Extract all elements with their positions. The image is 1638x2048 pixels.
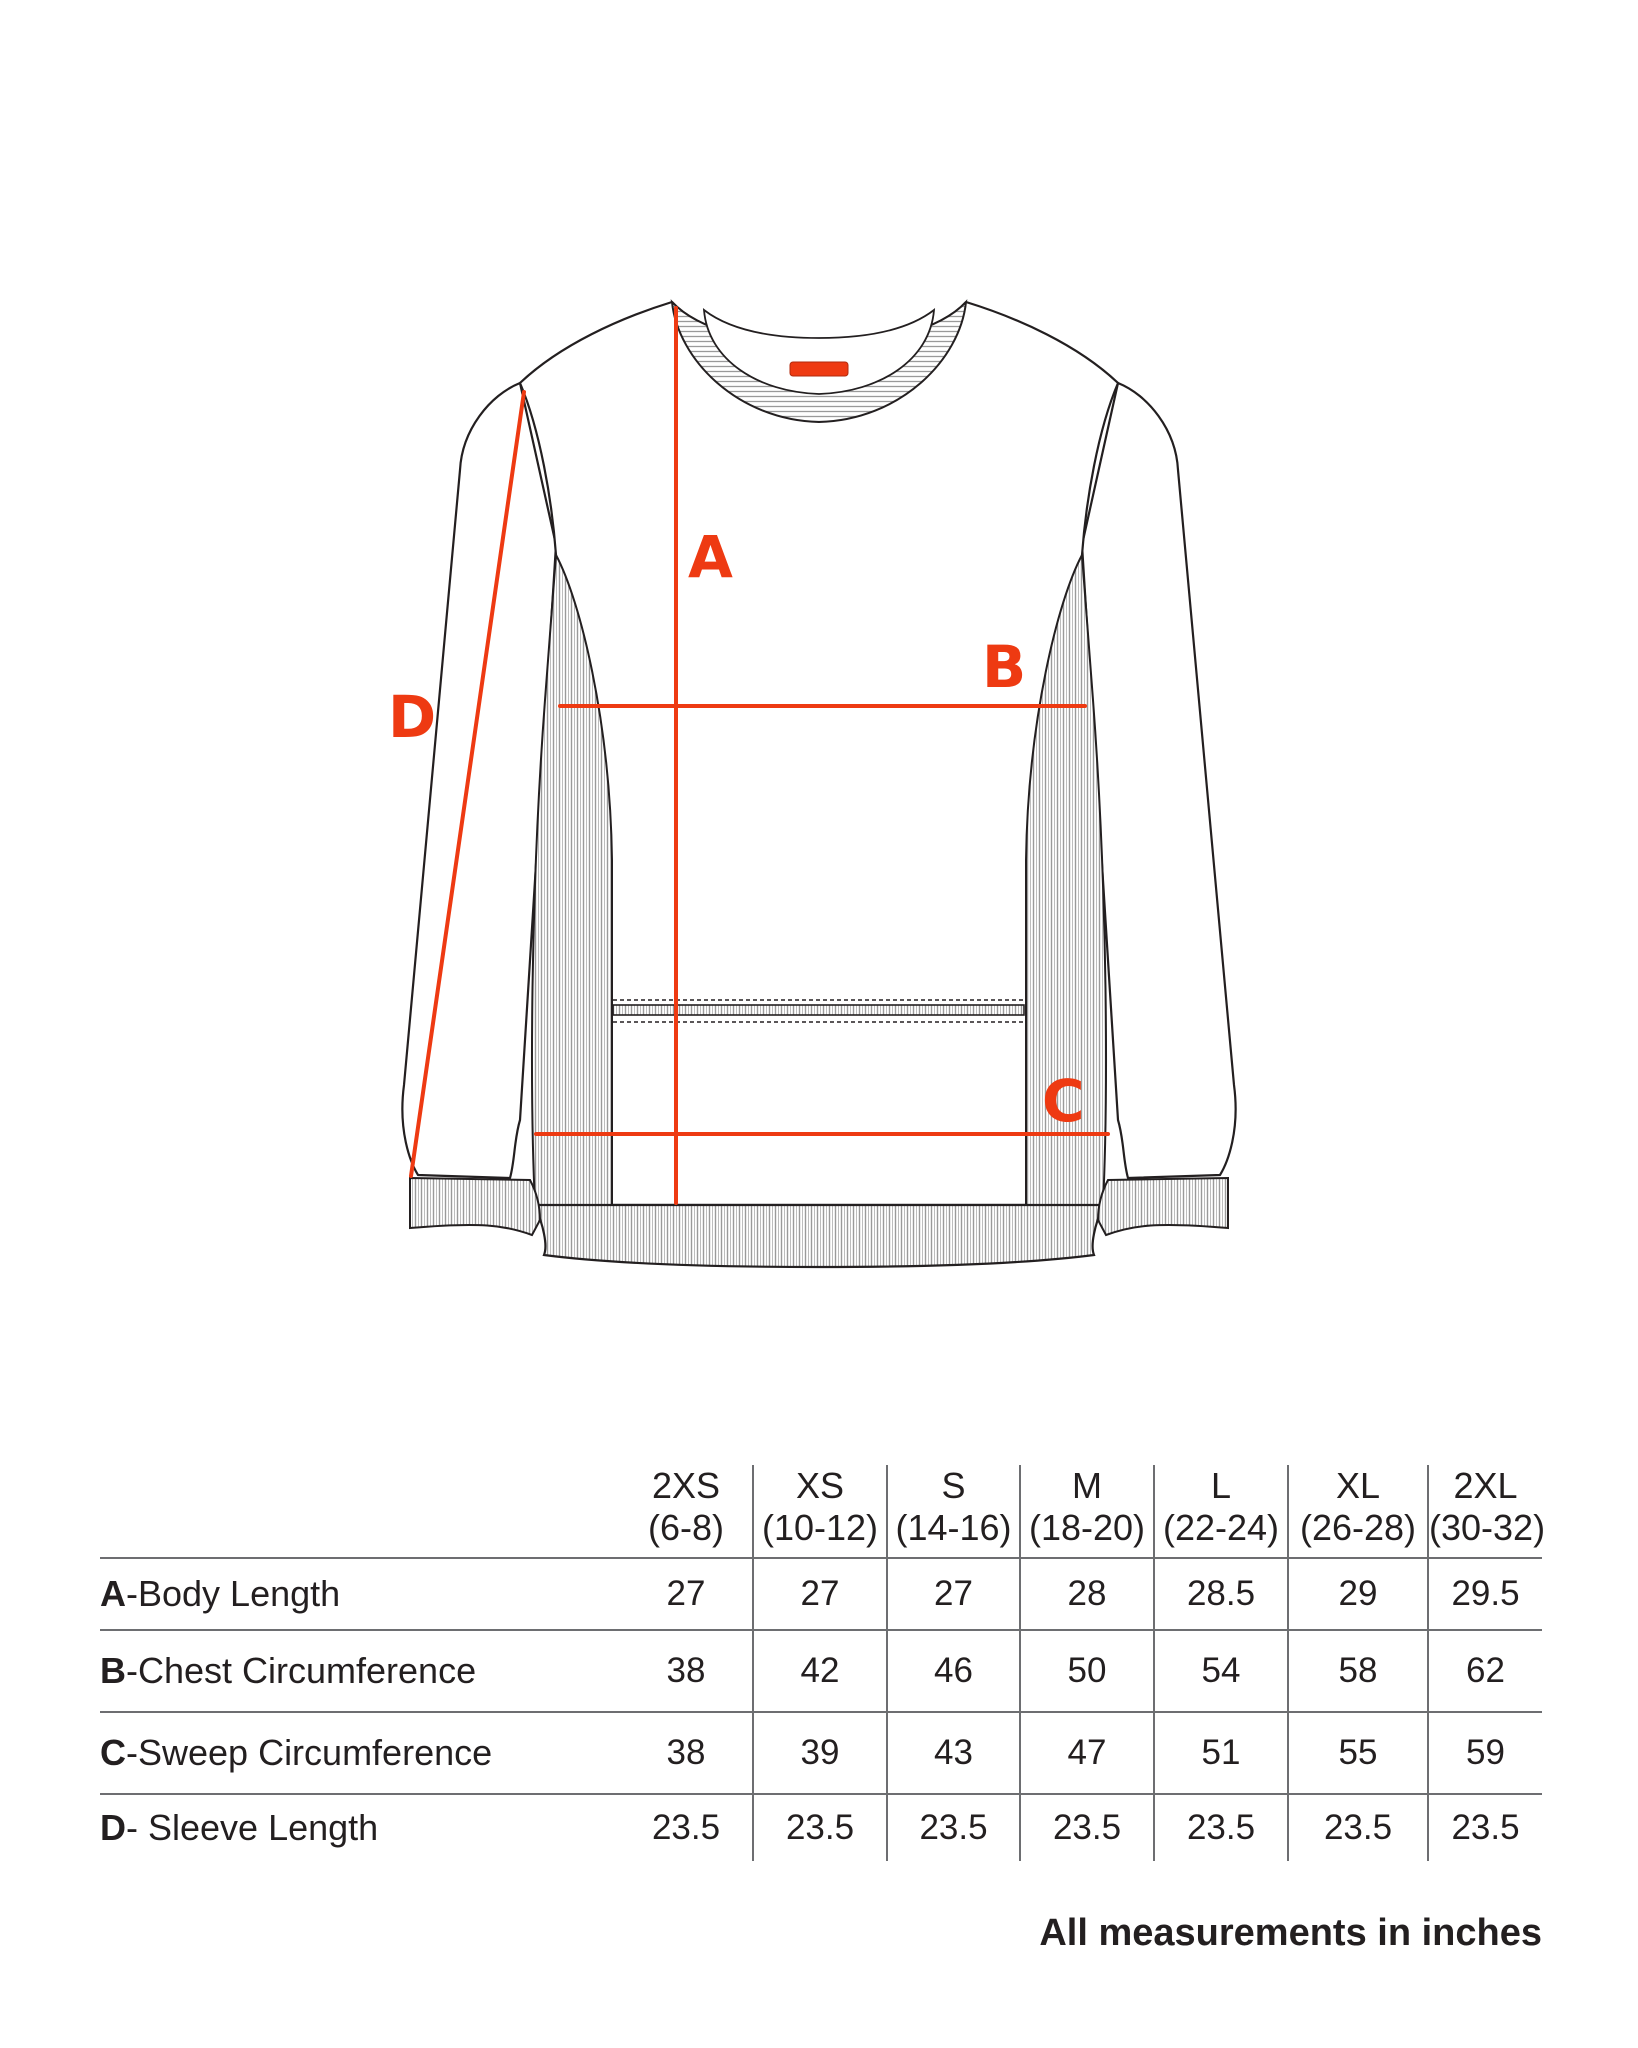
table-row	[100, 1630, 1542, 1712]
label-d: D	[388, 683, 437, 751]
table-cell: 28	[1020, 1558, 1154, 1630]
table-cell: 59	[1428, 1712, 1542, 1794]
table-cell: 23.5	[1428, 1794, 1542, 1861]
table-cell: 23.5	[753, 1794, 887, 1861]
neck-label-tag	[790, 362, 848, 376]
left-cuff	[410, 1178, 540, 1235]
table-cell: 23.5	[887, 1794, 1020, 1861]
table-cell: 39	[753, 1712, 887, 1794]
table-cell: 23.5	[1288, 1794, 1428, 1861]
table-cell: 50	[1020, 1630, 1154, 1712]
label-a: A	[688, 523, 733, 591]
table-cell: 51	[1154, 1712, 1288, 1794]
table-cell: 38	[620, 1712, 753, 1794]
table-cell: 28.5	[1154, 1558, 1288, 1630]
label-b: B	[982, 633, 1027, 701]
measurement-unit-note: All measurements in inches	[1039, 1912, 1542, 1954]
table-row	[100, 1712, 1542, 1794]
size-header: 2XL (30-32)	[1428, 1465, 1542, 1558]
size-header: 2XS (6-8)	[647, 1465, 724, 1548]
right-cuff	[1098, 1178, 1228, 1235]
table-cell: 27	[887, 1558, 1020, 1630]
table-cell: 38	[620, 1630, 753, 1712]
table-cell: 43	[887, 1712, 1020, 1794]
row-label: D- Sleeve Length	[100, 1794, 620, 1861]
table-cell: 46	[887, 1630, 1020, 1712]
size-header: XS (10-12)	[753, 1465, 887, 1558]
table-cell: 55	[1288, 1712, 1428, 1794]
table-cell: 62	[1428, 1630, 1542, 1712]
size-header: S (14-16)	[887, 1465, 1020, 1558]
table-cell: 42	[753, 1630, 887, 1712]
label-c: C	[1042, 1067, 1085, 1135]
table-cell: 54	[1154, 1630, 1288, 1712]
size-header: L (22-24)	[1154, 1465, 1288, 1558]
size-header-row	[100, 1465, 1542, 1558]
table-row	[100, 1794, 1542, 1861]
row-label: C-Sweep Circumference	[100, 1712, 620, 1794]
table-cell: 27	[753, 1558, 887, 1630]
table-cell: 58	[1288, 1630, 1428, 1712]
size-chart-table	[100, 1465, 1546, 1861]
table-cell: 23.5	[1020, 1794, 1154, 1861]
size-header: M (18-20)	[1020, 1465, 1154, 1558]
row-label: A-Body Length	[100, 1558, 620, 1630]
table-cell: 29	[1288, 1558, 1428, 1630]
table-cell: 27	[620, 1558, 753, 1630]
row-label: B-Chest Circumference	[100, 1630, 620, 1712]
table-cell: 23.5	[620, 1794, 753, 1861]
size-header: XL (26-28)	[1288, 1465, 1428, 1558]
table-cell: 47	[1020, 1712, 1154, 1794]
header-blank	[100, 1465, 620, 1558]
table-row	[100, 1558, 1542, 1630]
waistband	[535, 1205, 1103, 1267]
table-cell: 23.5	[1154, 1794, 1288, 1861]
table-cell: 29.5	[1428, 1558, 1542, 1630]
